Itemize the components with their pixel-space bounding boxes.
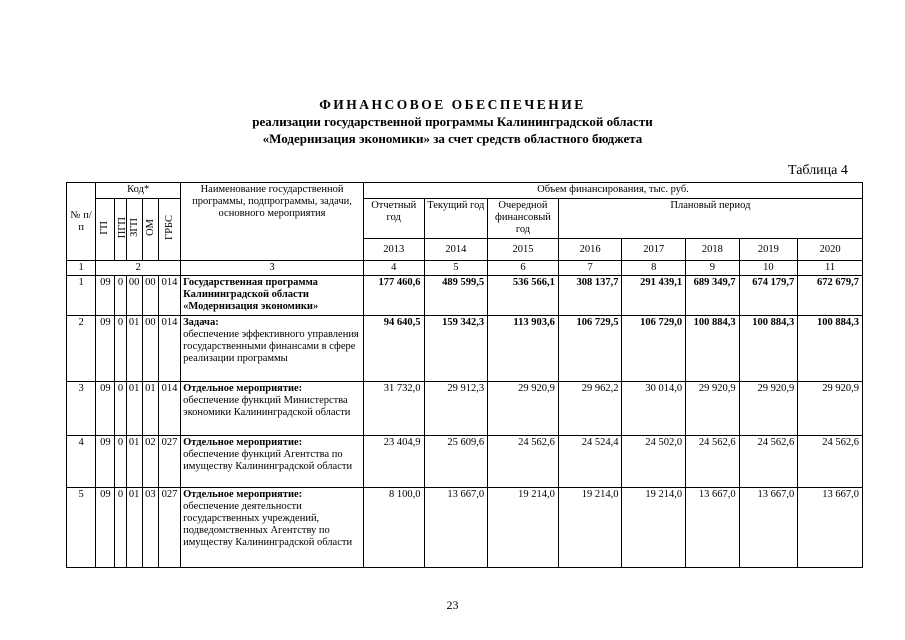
col-num-3: 3 — [181, 261, 364, 276]
table-row — [67, 276, 863, 316]
code-pgp: 0 — [115, 276, 126, 316]
code-zgp: 01 — [126, 382, 142, 436]
document-title: ФИНАНСОВОЕ ОБЕСПЕЧЕНИЕ — [319, 97, 586, 112]
row-name-text: обеспечение функций Агентства по имуществу Калининградской области — [183, 449, 353, 472]
col-num-6: 6 — [488, 261, 559, 276]
value-2015: 19 214,0 — [488, 488, 559, 568]
value-2013: 31 732,0 — [363, 382, 424, 436]
code-om: 00 — [142, 276, 158, 316]
row-name-heading: Задача: — [183, 317, 219, 328]
row-name-heading: Государственная программа Калининградской области «Модернизация экономики» — [183, 277, 319, 312]
row-name — [181, 488, 364, 568]
row-name — [181, 382, 364, 436]
row-name-heading: Отдельное мероприятие: — [183, 383, 303, 394]
value-2019: 24 562,6 — [739, 436, 798, 488]
value-2015: 24 562,6 — [488, 436, 559, 488]
value-2019: 13 667,0 — [739, 488, 798, 568]
value-2016: 19 214,0 — [558, 488, 622, 568]
header-volume: Объем финансирования, тыс. руб. — [363, 183, 862, 199]
code-grbs: 014 — [158, 382, 180, 436]
header-kod: Код* — [96, 183, 181, 199]
row-number: 5 — [67, 488, 96, 568]
value-2014: 13 667,0 — [424, 488, 488, 568]
value-2018: 29 920,9 — [686, 382, 740, 436]
header-kod-pgp: ПГП — [115, 199, 126, 261]
row-name-text: обеспечение деятельности государственных учреждений, подведомственных Агентству по имуществу Калининградской области — [183, 501, 353, 548]
row-number: 4 — [67, 436, 96, 488]
value-2014: 29 912,3 — [424, 382, 488, 436]
code-gp: 09 — [96, 488, 115, 568]
row-name-text: обеспечение функций Министерства экономики Калининградской области — [183, 395, 351, 418]
value-2016: 29 962,2 — [558, 382, 622, 436]
table-label: Таблица 4 — [788, 163, 848, 178]
row-name — [181, 436, 364, 488]
header-kod-om: ОМ — [142, 199, 158, 261]
value-2017: 291 439,1 — [622, 276, 686, 316]
value-2018: 24 562,6 — [686, 436, 740, 488]
col-num-9: 9 — [686, 261, 740, 276]
value-2018: 689 349,7 — [686, 276, 740, 316]
col-num-8: 8 — [622, 261, 686, 276]
row-name-heading: Отдельное мероприятие: — [183, 489, 303, 500]
header-kod-gp: ГП — [96, 199, 115, 261]
value-2019: 674 179,7 — [739, 276, 798, 316]
page-number: 23 — [446, 598, 459, 612]
code-gp: 09 — [96, 276, 115, 316]
year-2013: 2013 — [363, 239, 424, 261]
value-2016: 106 729,5 — [558, 316, 622, 382]
table-row — [67, 488, 863, 568]
code-om: 03 — [142, 488, 158, 568]
year-2019: 2019 — [739, 239, 798, 261]
code-pgp: 0 — [115, 382, 126, 436]
value-2015: 536 566,1 — [488, 276, 559, 316]
value-2019: 29 920,9 — [739, 382, 798, 436]
value-2015: 29 920,9 — [488, 382, 559, 436]
table-body — [67, 276, 863, 568]
value-2016: 24 524,4 — [558, 436, 622, 488]
col-num-5: 5 — [424, 261, 488, 276]
value-2019: 100 884,3 — [739, 316, 798, 382]
header-report-year: Отчетный год — [363, 199, 424, 239]
row-number: 2 — [67, 316, 96, 382]
year-2017: 2017 — [622, 239, 686, 261]
header-name: Наименование государственной программы, подпрограммы, задачи, основного мероприятия — [181, 183, 364, 261]
table-row — [67, 436, 863, 488]
code-zgp: 01 — [126, 488, 142, 568]
col-num-2: 2 — [96, 261, 181, 276]
value-2013: 23 404,9 — [363, 436, 424, 488]
header-next-year: Очередной финансовый год — [488, 199, 559, 239]
value-2020: 13 667,0 — [798, 488, 863, 568]
value-2014: 159 342,3 — [424, 316, 488, 382]
document-subtitle-line1: реализации государственной программы Калининградской области — [252, 114, 653, 129]
value-2020: 24 562,6 — [798, 436, 863, 488]
header-num: № п/п — [67, 183, 96, 261]
year-2020: 2020 — [798, 239, 863, 261]
row-name — [181, 316, 364, 382]
year-2016: 2016 — [558, 239, 622, 261]
row-name-text: обеспечение эффективного управления государственными финансами в сфере реализации программы — [183, 329, 359, 364]
code-om: 00 — [142, 316, 158, 382]
funding-table — [66, 182, 863, 568]
value-2018: 13 667,0 — [686, 488, 740, 568]
code-grbs: 014 — [158, 276, 180, 316]
code-om: 02 — [142, 436, 158, 488]
col-num-10: 10 — [739, 261, 798, 276]
table-row — [67, 382, 863, 436]
value-2017: 19 214,0 — [622, 488, 686, 568]
value-2020: 29 920,9 — [798, 382, 863, 436]
col-num-7: 7 — [558, 261, 622, 276]
col-num-1: 1 — [67, 261, 96, 276]
year-2018: 2018 — [686, 239, 740, 261]
value-2013: 177 460,6 — [363, 276, 424, 316]
code-pgp: 0 — [115, 488, 126, 568]
col-num-11: 11 — [798, 261, 863, 276]
code-gp: 09 — [96, 316, 115, 382]
code-zgp: 01 — [126, 436, 142, 488]
row-number: 1 — [67, 276, 96, 316]
row-name-heading: Отдельное мероприятие: — [183, 437, 303, 448]
header-plan-period: Плановый период — [558, 199, 862, 239]
year-2014: 2014 — [424, 239, 488, 261]
table-row — [67, 316, 863, 382]
header-kod-zgp: ЗГП — [126, 199, 142, 261]
code-grbs: 027 — [158, 488, 180, 568]
year-2015: 2015 — [488, 239, 559, 261]
document-subtitle-line2: «Модернизация экономики» за счет средств областного бюджета — [262, 131, 643, 146]
row-name — [181, 276, 364, 316]
code-grbs: 027 — [158, 436, 180, 488]
col-num-4: 4 — [363, 261, 424, 276]
value-2020: 100 884,3 — [798, 316, 863, 382]
value-2013: 94 640,5 — [363, 316, 424, 382]
value-2017: 106 729,0 — [622, 316, 686, 382]
header-kod-grbs: ГРБС — [158, 199, 180, 261]
code-gp: 09 — [96, 382, 115, 436]
value-2013: 8 100,0 — [363, 488, 424, 568]
header-current-year: Текущий год — [424, 199, 488, 239]
code-gp: 09 — [96, 436, 115, 488]
value-2015: 113 903,6 — [488, 316, 559, 382]
value-2018: 100 884,3 — [686, 316, 740, 382]
value-2017: 30 014,0 — [622, 382, 686, 436]
value-2016: 308 137,7 — [558, 276, 622, 316]
value-2017: 24 502,0 — [622, 436, 686, 488]
code-grbs: 014 — [158, 316, 180, 382]
row-number: 3 — [67, 382, 96, 436]
code-pgp: 0 — [115, 436, 126, 488]
value-2014: 25 609,6 — [424, 436, 488, 488]
code-zgp: 01 — [126, 316, 142, 382]
value-2014: 489 599,5 — [424, 276, 488, 316]
code-pgp: 0 — [115, 316, 126, 382]
code-om: 01 — [142, 382, 158, 436]
value-2020: 672 679,7 — [798, 276, 863, 316]
code-zgp: 00 — [126, 276, 142, 316]
